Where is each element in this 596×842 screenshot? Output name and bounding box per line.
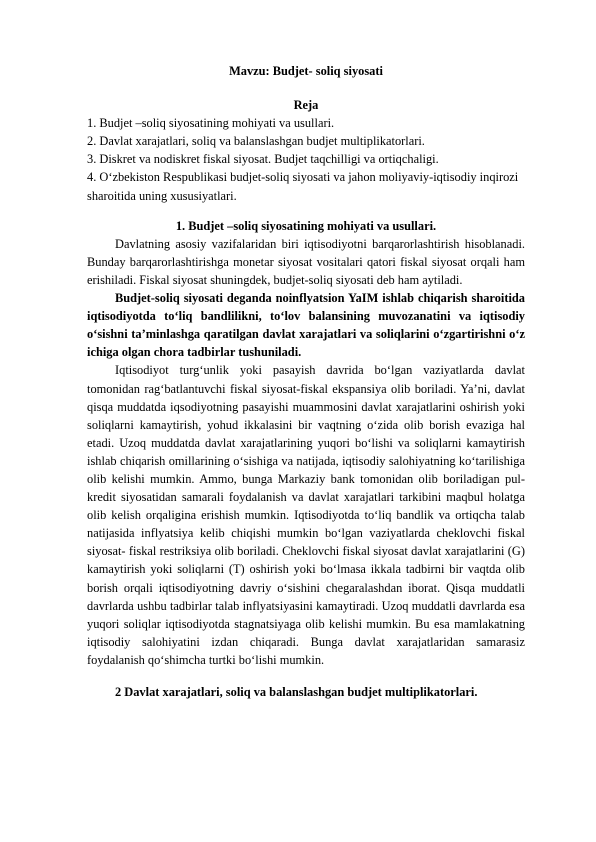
plan-item-3: 3. Diskret va nodiskret fiskal siyosat. Budjet taqchilligi va ortiqchaligi.: [87, 152, 439, 167]
section-1-paragraph-2: Budjet-soliq siyosati deganda noinflyatsion YaIM ishlab chiqarish sharoitida iqtisodiyotda to‘liq bandlilikni, to‘lov balansining muvozanatini va iqtisodiy o‘sishni ta’minlashga qaratilgan davlat xarajatlari va soliqlarini o‘zgartirishni o‘z ichiga olgan chora tadbirlar tushuniladi.: [87, 291, 525, 360]
section-1-paragraph-1: Davlatning asosiy vazifalaridan biri iqtisodiyotni barqarorlashtirish hisoblanadi. Bunday barqarorlashtirishga monetar siyosat vositalari qatori fiskal siyosat orqali ham erishiladi. Fiskal siyosat shuningdek, budjet-soliq siyosati deb ham aytiladi.: [87, 236, 525, 287]
plan-heading: Reja: [293, 98, 319, 113]
section-2-heading: 2 Davlat xarajatlari, soliq va balanslashgan budjet multiplikatorlari.: [115, 685, 478, 699]
section-1-paragraph-3: Iqtisodiyot turg‘unlik yoki pasayish davrida bo‘lgan vaziyatlarda davlat tomonidan rag‘batlantuvchi fiskal siyosat-fiskal ekspansiya olib boriladi. Ya’ni, davlat qisqa muddatda iqsodiyotning pasayishi muammosini davlat xarajatlarini oshirish yoki soliqlarni kamaytirish, yohud ikkalasini bir vaqtning o‘zida olib borish evaziga hal etadi. Uzoq muddatda davlat xarajatlarining yuqori bo‘lishi va soliqlarni kamaytirish ishlab chiqarish omillarining o‘sishiga va natijada, iqtisodiy salohiyatning ko‘tarilishiga olib kelishi mumkin. Ammo, bunga Markaziy bank tomonidan olib boriladigan pul-kredit siyosatidan samarali foydalanish va davlat xarajatlari tarkibini maqbul holatga olib kelish orqaligina erishish mumkin. Iqtisodiyotda to‘liq bandlik va ortiqcha talab natijasida inflyatsiya kelib chiqishi mumkin bo‘lgan vaziyatlarda cheklovchi fiskal siyosat- fiskal restriksiya olib boriladi. Cheklovchi fiskal siyosat davlat xarajatlarini (G) kamaytirish yoki soliqlarni (T) oshirish yoki bo‘lmasa ikkala tadbirni bir vaqtda olib borish orqali iqtisodiyotning davriy o‘sishini chegaralashdan iborat. Qisqa muddatli davrlarda ushbu tadbirlar talab inflyatsiyasini kamaytiradi. Uzoq muddatli davrlarda esa yuqori soliqlar iqtisodiyotda stagnatsiyaga olib kelishi mumkin. Bu esa mamlakatning iqtisodiy salohiyatini izdan chiqaradi. Bunga davlat xarajatlaridan samarasiz foydalanish qo‘shimcha turtki bo‘lishi mumkin.: [87, 363, 525, 667]
plan-item-4: 4. O‘zbekiston Respublikasi budjet-soliq siyosati va jahon moliyaviy-iqtisodiy inqirozi sharoitida uning xususiyatlari.: [87, 170, 519, 203]
document-title: Mavzu: Budjet- soliq siyosati: [229, 64, 383, 78]
document-body: [87, 62, 525, 701]
plan-item-1: 1. Budjet –soliq siyosatining mohiyati va usullari.: [87, 116, 335, 131]
plan-item-2: 2. Davlat xarajatlari, soliq va balanslashgan budjet multiplikatorlari.: [87, 134, 425, 149]
section-1-heading: 1. Budjet –soliq siyosatining mohiyati va usullari.: [175, 218, 437, 233]
